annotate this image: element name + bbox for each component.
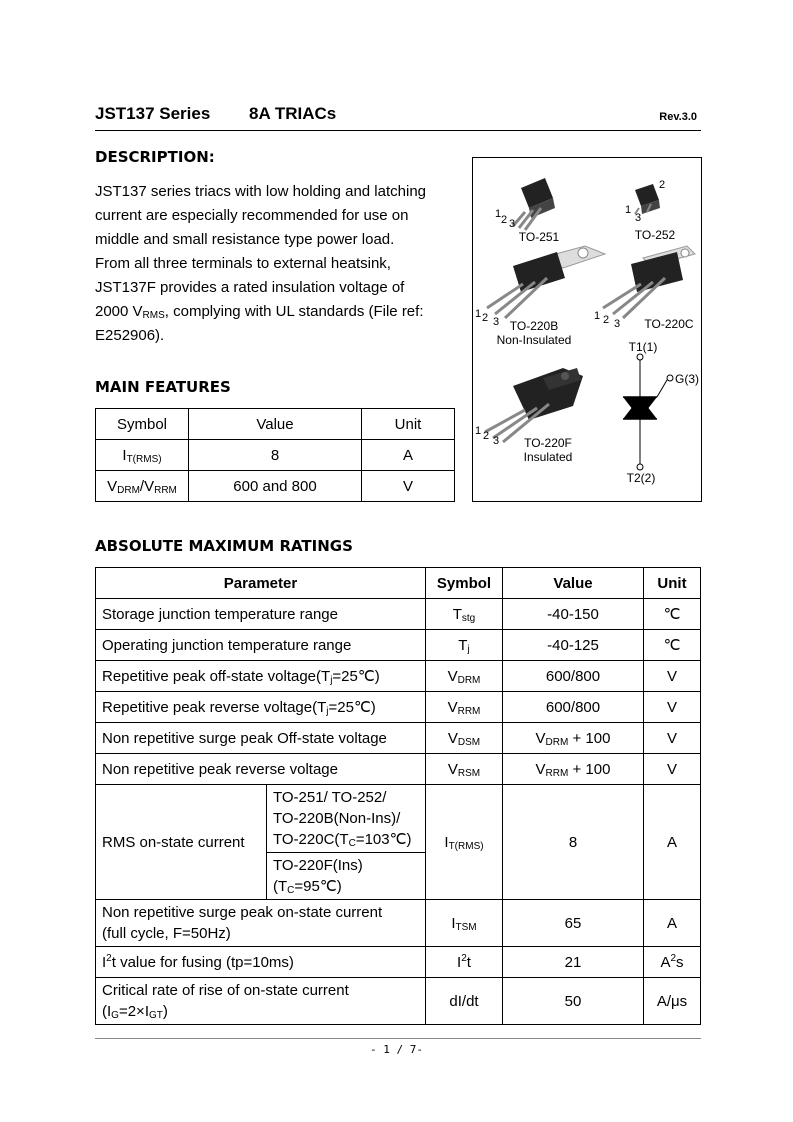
- text-run: T: [452, 605, 462, 623]
- table-row: [96, 630, 701, 661]
- param-cell: Operating junction temperature range: [96, 630, 426, 661]
- to252-drawing: [635, 184, 660, 214]
- unit-cell: A: [644, 900, 701, 947]
- text-run: V: [535, 729, 546, 747]
- subscript: RMS: [142, 310, 165, 321]
- text-run: t value for fusing (tp=10ms): [111, 953, 294, 971]
- gate-label: G(3): [675, 372, 699, 386]
- revision-label: Rev.3.0: [659, 111, 697, 123]
- unit-cell: ℃: [644, 630, 701, 661]
- text-run: =2×I: [118, 1003, 149, 1020]
- table-row: [96, 440, 455, 471]
- unit-cell: V: [362, 471, 455, 502]
- subscript: DRM: [545, 736, 569, 748]
- subscript: j: [467, 643, 470, 655]
- text-run: V: [447, 667, 458, 685]
- description-text: [95, 180, 460, 348]
- text-run: =103℃): [355, 831, 412, 848]
- triac-symbol: [623, 354, 673, 470]
- text-run: V: [447, 760, 458, 778]
- to220c-label: TO-220C: [644, 317, 694, 331]
- table-row: [96, 947, 701, 978]
- text-run: (I: [102, 1003, 112, 1020]
- header-cell: Symbol: [426, 568, 503, 599]
- value-cell: 600 and 800: [189, 471, 362, 502]
- superscript: 2: [106, 952, 112, 964]
- symbol-cell: [426, 947, 503, 978]
- param-line: Critical rate of rise of on-state current: [102, 982, 349, 999]
- unit-cell: V: [644, 661, 701, 692]
- text-run: + 100: [568, 760, 611, 778]
- unit-cell: ℃: [644, 599, 701, 630]
- condition-line: TO-251/ TO-252/: [273, 789, 387, 806]
- subscript: RRM: [545, 767, 569, 779]
- param-cell: [96, 900, 426, 947]
- description-heading: DESCRIPTION:: [95, 148, 215, 166]
- text-run: I: [444, 833, 449, 851]
- text-run: ): [162, 1003, 168, 1020]
- main-features-table: [95, 408, 455, 502]
- value-cell: 65: [503, 900, 644, 947]
- header-cell: Value: [189, 409, 362, 440]
- subscript: C: [348, 838, 356, 849]
- table-row: [96, 785, 701, 853]
- value-cell: 600/800: [503, 692, 644, 723]
- value-cell: -40-150: [503, 599, 644, 630]
- symbol-cell: [96, 440, 189, 471]
- value-cell: [503, 723, 644, 754]
- header-divider: [95, 130, 701, 131]
- to220b-label-sub: Non-Insulated: [496, 333, 572, 347]
- param-cell: [96, 947, 426, 978]
- package-diagram: [472, 157, 702, 502]
- table-row: [96, 978, 701, 1025]
- pin-label: 2: [659, 179, 666, 191]
- param-cell: RMS on-state current: [96, 785, 267, 900]
- text-run: I: [457, 953, 462, 971]
- subscript: j: [326, 706, 329, 717]
- unit-cell: V: [644, 723, 701, 754]
- header-cell: Unit: [362, 409, 455, 440]
- description-line: From all three terminals to external heatsink,: [95, 255, 391, 272]
- footer-divider: [95, 1038, 701, 1039]
- param-cell: [96, 692, 426, 723]
- unit-cell: A/μs: [644, 978, 701, 1025]
- subscript: DRM: [457, 674, 481, 686]
- subscript: GT: [148, 1010, 163, 1021]
- t2-label: T2(2): [626, 471, 656, 485]
- condition-line: TO-220B(Non-Ins)/: [273, 810, 401, 827]
- text-run: I: [122, 446, 127, 464]
- description-line: [95, 300, 460, 324]
- value-cell: [503, 754, 644, 785]
- pin-label: 3: [493, 435, 500, 447]
- condition-line: [273, 876, 419, 897]
- description-line: E252906).: [95, 327, 165, 344]
- symbol-cell: [426, 900, 503, 947]
- superscript: 2: [670, 952, 677, 964]
- table-row: [96, 900, 701, 947]
- text-run: V: [535, 760, 546, 778]
- pin-label: 2: [482, 312, 489, 324]
- to252-label: TO-252: [634, 228, 676, 242]
- subscript: DSM: [457, 736, 481, 748]
- symbol-cell: [426, 785, 503, 900]
- symbol-cell: [426, 661, 503, 692]
- pin-label: 1: [495, 208, 502, 220]
- subscript: RSM: [457, 767, 481, 779]
- subscript: RRM: [154, 484, 177, 496]
- text-run: V: [107, 477, 118, 495]
- text-run: + 100: [568, 729, 611, 747]
- description-line: current are especially recommended for use on: [95, 207, 409, 224]
- header-title: JST137 Series: [95, 104, 211, 123]
- symbol-cell: [426, 599, 503, 630]
- to251-label: TO-251: [518, 230, 560, 244]
- header-cell: Symbol: [96, 409, 189, 440]
- text-run: I: [102, 953, 107, 971]
- param-cell: [96, 978, 426, 1025]
- text-run: t: [466, 953, 471, 971]
- subscript: T(RMS): [448, 840, 484, 852]
- param-cell: Storage junction temperature range: [96, 599, 426, 630]
- abs-ratings-heading: ABSOLUTE MAXIMUM RATINGS: [95, 537, 353, 555]
- pin-label: 1: [475, 308, 482, 320]
- text-run: 2000 V: [95, 303, 143, 320]
- superscript: 2: [461, 952, 467, 964]
- param-line: Non repetitive surge peak on-state current: [102, 904, 383, 921]
- to220f-label-sub: Insulated: [523, 450, 573, 464]
- param-line: [102, 1001, 419, 1022]
- to220b-label: TO-220B: [509, 319, 559, 333]
- table-row: [96, 471, 455, 502]
- text-run: V: [447, 729, 458, 747]
- pin-label: 1: [625, 204, 632, 216]
- text-run: , complying with UL standards (File ref:: [164, 303, 424, 320]
- text-run: V: [447, 698, 458, 716]
- value-cell: 8: [189, 440, 362, 471]
- to220c-drawing: [603, 246, 695, 318]
- pin-label: 2: [501, 214, 508, 226]
- text-run: /V: [139, 477, 155, 495]
- text-run: Repetitive peak off-state voltage(T: [102, 668, 331, 685]
- symbol-cell: [426, 630, 503, 661]
- table-row: [96, 692, 701, 723]
- text-run: I: [451, 914, 456, 932]
- value-cell: 600/800: [503, 661, 644, 692]
- unit-cell: V: [644, 692, 701, 723]
- text-run: =25℃): [332, 668, 380, 685]
- text-run: =95℃): [294, 878, 342, 895]
- condition-line: TO-220F(Ins): [273, 857, 363, 874]
- symbol-cell: [426, 754, 503, 785]
- pin-label: 3: [635, 212, 642, 224]
- value-cell: -40-125: [503, 630, 644, 661]
- subscript: T(RMS): [126, 453, 162, 465]
- subscript: TSM: [455, 921, 477, 933]
- unit-cell: V: [644, 754, 701, 785]
- header-subtitle: 8A TRIACs: [249, 104, 337, 123]
- text-run: T: [458, 636, 468, 654]
- main-features-heading: MAIN FEATURES: [95, 378, 231, 396]
- condition-cell: [267, 785, 426, 853]
- param-line: (full cycle, F=50Hz): [102, 925, 231, 942]
- text-run: A: [660, 953, 671, 971]
- param-cell: [96, 661, 426, 692]
- pin-label: 3: [509, 218, 516, 230]
- page-number: - 1 / 7-: [370, 1043, 423, 1056]
- abs-ratings-table: [95, 567, 701, 1025]
- text-run: Repetitive peak reverse voltage(T: [102, 699, 327, 716]
- description-line: JST137F provides a rated insulation voltage of: [95, 279, 405, 296]
- to220b-drawing: [487, 246, 605, 318]
- table-header-row: [96, 568, 701, 599]
- pin-label: 2: [483, 430, 490, 442]
- value-cell: 50: [503, 978, 644, 1025]
- condition-cell: [267, 853, 426, 900]
- pin-label: 3: [614, 318, 621, 330]
- text-run: s: [676, 953, 684, 971]
- text-run: TO-220C(T: [273, 831, 349, 848]
- condition-line: [273, 829, 419, 850]
- table-row: [96, 754, 701, 785]
- symbol-cell: [426, 692, 503, 723]
- description-line: middle and small resistance type power load.: [95, 231, 395, 248]
- subscript: C: [287, 885, 295, 896]
- subscript: RRM: [457, 705, 481, 717]
- subscript: DRM: [117, 484, 140, 496]
- to220f-drawing: [485, 368, 583, 442]
- table-row: [96, 599, 701, 630]
- header-cell: Unit: [644, 568, 701, 599]
- value-cell: 8: [503, 785, 644, 900]
- unit-cell: A: [362, 440, 455, 471]
- subscript: G: [111, 1010, 119, 1021]
- table-row: [96, 723, 701, 754]
- symbol-cell: [96, 471, 189, 502]
- to251-drawing: [513, 178, 555, 230]
- pin-label: 1: [475, 425, 482, 437]
- subscript: stg: [461, 612, 476, 624]
- symbol-cell: dI/dt: [426, 978, 503, 1025]
- unit-cell: A: [644, 785, 701, 900]
- text-run: (T: [273, 878, 288, 895]
- pin-label: 2: [603, 314, 610, 326]
- table-row: [96, 661, 701, 692]
- symbol-cell: [426, 723, 503, 754]
- value-cell: 21: [503, 947, 644, 978]
- to220f-label: TO-220F: [524, 436, 572, 450]
- t1-label: T1(1): [628, 340, 658, 354]
- text-run: =25℃): [328, 699, 376, 716]
- description-line: JST137 series triacs with low holding and latching: [95, 183, 427, 200]
- param-cell: Non repetitive peak reverse voltage: [96, 754, 426, 785]
- subscript: j: [330, 675, 333, 686]
- header-cell: Value: [503, 568, 644, 599]
- pin-label: 3: [493, 316, 500, 328]
- unit-cell: [644, 947, 701, 978]
- param-cell: Non repetitive surge peak Off-state voltage: [96, 723, 426, 754]
- pin-label: 1: [594, 310, 601, 322]
- header-cell: Parameter: [96, 568, 426, 599]
- table-header-row: [96, 409, 455, 440]
